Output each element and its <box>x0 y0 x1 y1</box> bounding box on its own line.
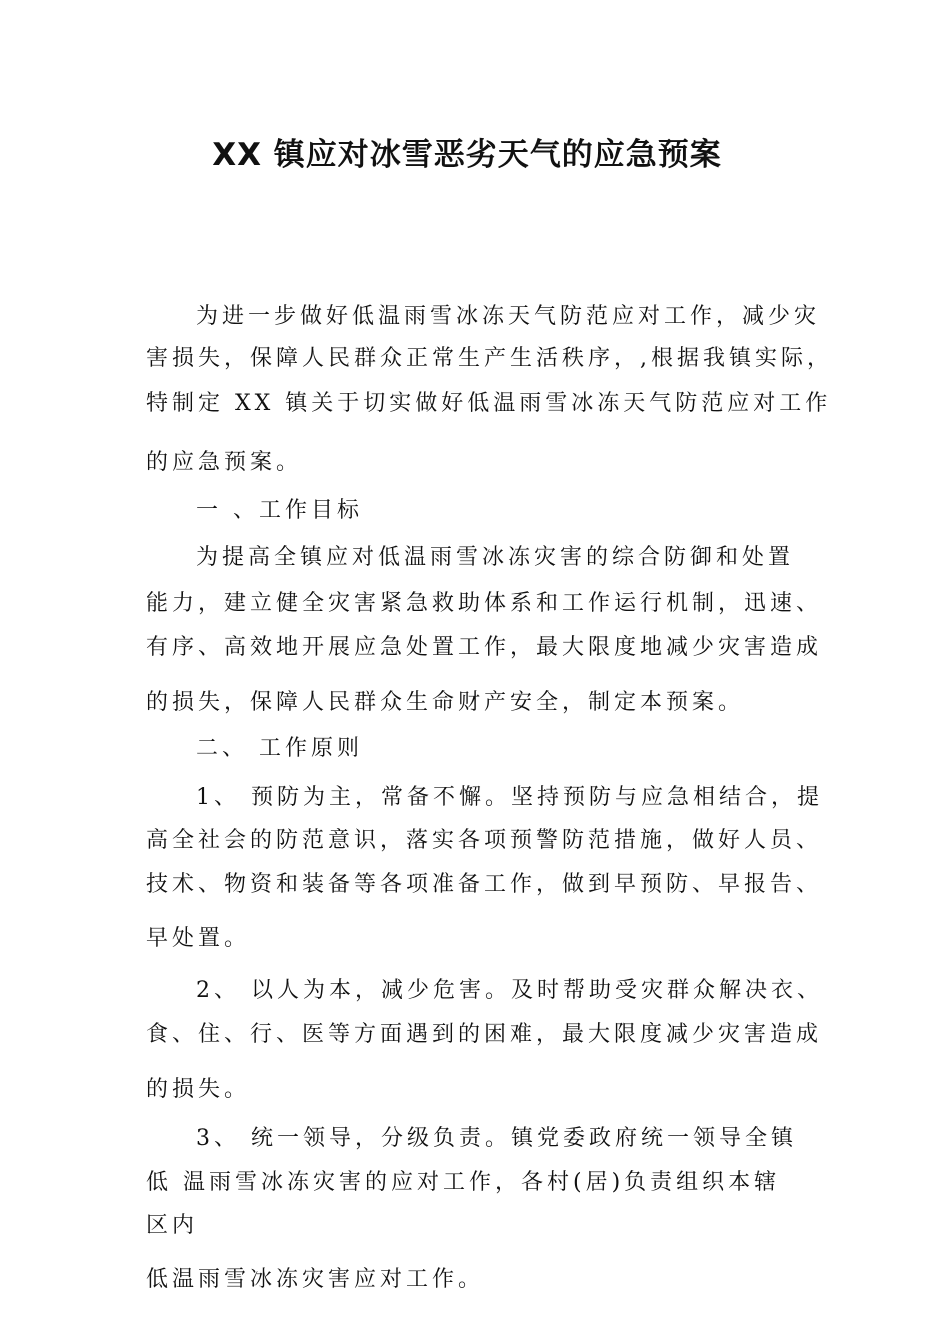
paragraph-line: 低温雨雪冰冻灾害应对工作。 <box>146 1267 485 1292</box>
paragraph-line: 高全社会的防范意识，落实各项预警防范措施，做好人员、 <box>146 828 823 853</box>
page-title: XX 镇应对冰雪恶劣天气的应急预案 <box>212 137 722 173</box>
paragraph-line: 3、 统一领导，分级负责。镇党委政府统一领导全镇 <box>196 1126 797 1151</box>
paragraph-line: 的应急预案。 <box>146 450 303 475</box>
paragraph-line: 的损失，保障人民群众生命财产安全，制定本预案。 <box>146 690 745 715</box>
paragraph-line: 能力，建立健全灾害紧急救助体系和工作运行机制，迅速、 <box>146 591 823 616</box>
paragraph-line: 2、 以人为本，减少危害。及时帮助受灾群众解决衣、 <box>196 978 823 1003</box>
paragraph-line: 的损失。 <box>146 1077 251 1102</box>
section-heading: 二、 工作原则 <box>196 736 363 761</box>
section-heading: 一 、工作目标 <box>196 498 363 523</box>
paragraph-line: 为提高全镇应对低温雨雪冰冻灾害的综合防御和处置 <box>196 545 795 570</box>
paragraph-line: 技术、物资和装备等各项准备工作，做到早预防、早报告、 <box>146 872 823 897</box>
paragraph-line: 早处置。 <box>146 926 251 951</box>
paragraph-line: 害损失，保障人民群众正常生产生活秩序，,根据我镇实际， <box>146 346 833 371</box>
paragraph-line: 有序、高效地开展应急处置工作，最大限度地减少灾害造成 <box>146 635 823 660</box>
paragraph-line: 食、住、行、医等方面遇到的困难，最大限度减少灾害造成 <box>146 1022 823 1047</box>
paragraph-line: 为进一步做好低温雨雪冰冻天气防范应对工作，减少灾 <box>196 304 821 329</box>
paragraph-line: 特制定 XX 镇关于切实做好低温雨雪冰冻天气防范应对工作 <box>146 391 832 416</box>
paragraph-line: 区内 <box>146 1213 199 1238</box>
paragraph-line: 低 温雨雪冰冻灾害的应对工作，各村(居)负责组织本辖 <box>146 1170 781 1195</box>
paragraph-line: 1、 预防为主，常备不懈。坚持预防与应急相结合，提 <box>196 785 823 810</box>
